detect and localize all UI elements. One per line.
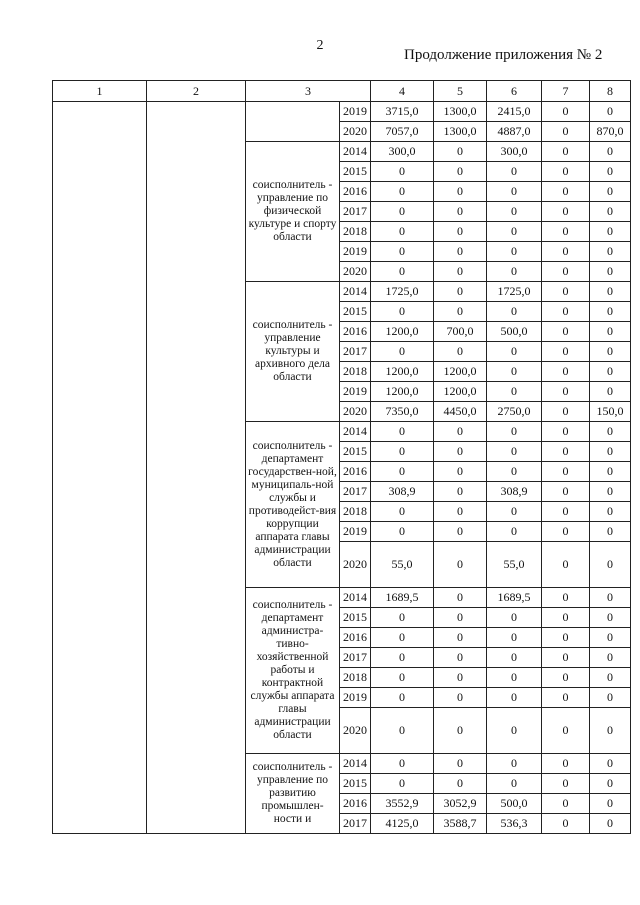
value-cell: 0 (371, 262, 434, 282)
value-cell: 0 (542, 162, 590, 182)
executor-cell: соисполнитель - департамент государствен-ной, муниципаль-ной службы и противодейст-вия коррупции аппарата главы администрации области (246, 422, 340, 588)
year-cell: 2018 (340, 362, 371, 382)
value-cell: 0 (434, 482, 487, 502)
value-cell: 0 (434, 242, 487, 262)
value-cell: 0 (487, 262, 542, 282)
value-cell: 0 (434, 668, 487, 688)
year-cell: 2020 (340, 542, 371, 588)
value-cell: 0 (590, 608, 631, 628)
value-cell: 1689,5 (371, 588, 434, 608)
value-cell: 0 (487, 668, 542, 688)
value-cell: 0 (371, 648, 434, 668)
value-cell: 0 (542, 262, 590, 282)
year-cell: 2014 (340, 754, 371, 774)
value-cell: 0 (542, 182, 590, 202)
year-cell: 2020 (340, 708, 371, 754)
column-number: 7 (542, 81, 590, 102)
value-cell: 0 (434, 442, 487, 462)
value-cell: 0 (434, 648, 487, 668)
value-cell: 1300,0 (434, 122, 487, 142)
value-cell: 0 (542, 422, 590, 442)
value-cell: 0 (487, 382, 542, 402)
value-cell: 0 (487, 522, 542, 542)
column-number: 4 (371, 81, 434, 102)
executor-cell: соисполнитель - управление по развитию промышлен-ности и (246, 754, 340, 834)
value-cell: 1300,0 (434, 102, 487, 122)
value-cell: 0 (590, 182, 631, 202)
value-cell: 300,0 (487, 142, 542, 162)
value-cell: 0 (590, 282, 631, 302)
column-number: 5 (434, 81, 487, 102)
value-cell: 0 (434, 608, 487, 628)
value-cell: 0 (590, 482, 631, 502)
value-cell: 55,0 (371, 542, 434, 588)
year-cell: 2015 (340, 302, 371, 322)
page-number: 2 (316, 38, 324, 53)
column-number: 2 (147, 81, 246, 102)
value-cell: 0 (434, 302, 487, 322)
value-cell: 0 (590, 754, 631, 774)
value-cell: 0 (590, 522, 631, 542)
value-cell: 0 (434, 142, 487, 162)
value-cell: 0 (487, 422, 542, 442)
year-cell: 2020 (340, 402, 371, 422)
value-cell: 0 (590, 442, 631, 462)
value-cell: 0 (371, 242, 434, 262)
value-cell: 0 (542, 648, 590, 668)
value-cell: 0 (542, 688, 590, 708)
value-cell: 0 (371, 774, 434, 794)
value-cell: 0 (487, 648, 542, 668)
value-cell: 0 (371, 302, 434, 322)
value-cell: 0 (487, 202, 542, 222)
value-cell: 0 (434, 262, 487, 282)
value-cell: 0 (542, 122, 590, 142)
value-cell: 0 (371, 708, 434, 754)
value-cell: 0 (434, 708, 487, 754)
value-cell: 0 (590, 262, 631, 282)
column-number-row (53, 81, 631, 102)
value-cell: 0 (542, 142, 590, 162)
year-cell: 2014 (340, 422, 371, 442)
value-cell: 1725,0 (487, 282, 542, 302)
value-cell: 0 (434, 182, 487, 202)
value-cell: 0 (542, 482, 590, 502)
value-cell: 0 (371, 688, 434, 708)
year-cell: 2017 (340, 648, 371, 668)
value-cell: 0 (371, 162, 434, 182)
column-1-cell (53, 102, 147, 834)
value-cell: 0 (434, 342, 487, 362)
column-number: 8 (590, 81, 631, 102)
value-cell: 0 (434, 222, 487, 242)
value-cell: 0 (542, 202, 590, 222)
value-cell: 0 (487, 608, 542, 628)
year-cell: 2019 (340, 522, 371, 542)
value-cell: 0 (371, 608, 434, 628)
value-cell: 0 (542, 588, 590, 608)
value-cell: 700,0 (434, 322, 487, 342)
value-cell: 0 (542, 628, 590, 648)
value-cell: 0 (487, 342, 542, 362)
year-cell: 2017 (340, 482, 371, 502)
value-cell: 0 (590, 668, 631, 688)
year-cell: 2020 (340, 262, 371, 282)
year-cell: 2014 (340, 588, 371, 608)
value-cell: 0 (590, 462, 631, 482)
value-cell: 0 (542, 342, 590, 362)
year-cell: 2016 (340, 182, 371, 202)
value-cell: 0 (542, 242, 590, 262)
value-cell: 0 (487, 774, 542, 794)
value-cell: 1200,0 (434, 362, 487, 382)
value-cell: 0 (590, 502, 631, 522)
year-cell: 2016 (340, 794, 371, 814)
value-cell: 0 (487, 502, 542, 522)
year-cell: 2017 (340, 202, 371, 222)
executor-cell: соисполнитель - департамент администра-тивно-хозяйственной работы и контрактной службы аппарата главы администрации области (246, 588, 340, 754)
year-cell: 2017 (340, 814, 371, 834)
value-cell: 0 (434, 162, 487, 182)
value-cell: 0 (542, 774, 590, 794)
value-cell: 0 (487, 362, 542, 382)
value-cell: 7057,0 (371, 122, 434, 142)
column-number: 6 (487, 81, 542, 102)
year-cell: 2016 (340, 462, 371, 482)
value-cell: 0 (542, 794, 590, 814)
value-cell: 0 (590, 202, 631, 222)
value-cell: 0 (371, 754, 434, 774)
value-cell: 2750,0 (487, 402, 542, 422)
year-cell: 2019 (340, 688, 371, 708)
value-cell: 0 (590, 102, 631, 122)
value-cell: 0 (590, 708, 631, 754)
table-row (53, 102, 631, 122)
value-cell: 0 (434, 282, 487, 302)
value-cell: 0 (542, 754, 590, 774)
value-cell: 0 (434, 588, 487, 608)
year-cell: 2014 (340, 142, 371, 162)
value-cell: 1200,0 (371, 362, 434, 382)
value-cell: 0 (542, 668, 590, 688)
value-cell: 308,9 (371, 482, 434, 502)
value-cell: 0 (542, 462, 590, 482)
value-cell: 300,0 (371, 142, 434, 162)
column-number: 1 (53, 81, 147, 102)
value-cell: 2415,0 (487, 102, 542, 122)
year-cell: 2015 (340, 774, 371, 794)
value-cell: 0 (590, 142, 631, 162)
value-cell: 0 (434, 628, 487, 648)
value-cell: 0 (542, 608, 590, 628)
value-cell: 0 (487, 302, 542, 322)
value-cell: 0 (590, 542, 631, 588)
value-cell: 0 (434, 542, 487, 588)
value-cell: 0 (542, 442, 590, 462)
column-number: 3 (246, 81, 371, 102)
value-cell: 0 (371, 442, 434, 462)
table-body (53, 102, 631, 834)
value-cell: 0 (434, 688, 487, 708)
value-cell: 0 (371, 628, 434, 648)
value-cell: 3588,7 (434, 814, 487, 834)
value-cell: 0 (590, 302, 631, 322)
value-cell: 0 (542, 102, 590, 122)
year-cell: 2015 (340, 608, 371, 628)
value-cell: 0 (590, 794, 631, 814)
value-cell: 3715,0 (371, 102, 434, 122)
value-cell: 4125,0 (371, 814, 434, 834)
value-cell: 1725,0 (371, 282, 434, 302)
value-cell: 0 (371, 668, 434, 688)
value-cell: 55,0 (487, 542, 542, 588)
value-cell: 0 (590, 648, 631, 668)
value-cell: 7350,0 (371, 402, 434, 422)
executor-cell (246, 102, 340, 142)
value-cell: 0 (542, 708, 590, 754)
value-cell: 0 (590, 774, 631, 794)
value-cell: 0 (371, 342, 434, 362)
value-cell: 0 (434, 202, 487, 222)
column-2-cell (147, 102, 246, 834)
value-cell: 0 (590, 342, 631, 362)
year-cell: 2018 (340, 502, 371, 522)
value-cell: 0 (371, 522, 434, 542)
value-cell: 0 (434, 774, 487, 794)
year-cell: 2018 (340, 222, 371, 242)
appendix-table (52, 80, 631, 834)
value-cell: 1689,5 (487, 588, 542, 608)
value-cell: 0 (371, 462, 434, 482)
value-cell: 0 (487, 708, 542, 754)
value-cell: 0 (487, 754, 542, 774)
value-cell: 3052,9 (434, 794, 487, 814)
value-cell: 536,3 (487, 814, 542, 834)
value-cell: 0 (434, 502, 487, 522)
year-cell: 2015 (340, 162, 371, 182)
value-cell: 0 (487, 688, 542, 708)
value-cell: 0 (371, 182, 434, 202)
value-cell: 0 (590, 222, 631, 242)
value-cell: 0 (590, 588, 631, 608)
value-cell: 0 (487, 222, 542, 242)
value-cell: 0 (487, 628, 542, 648)
value-cell: 500,0 (487, 322, 542, 342)
value-cell: 0 (542, 222, 590, 242)
value-cell: 0 (434, 522, 487, 542)
value-cell: 0 (487, 162, 542, 182)
value-cell: 0 (542, 814, 590, 834)
year-cell: 2014 (340, 282, 371, 302)
year-cell: 2015 (340, 442, 371, 462)
value-cell: 3552,9 (371, 794, 434, 814)
year-cell: 2020 (340, 122, 371, 142)
executor-cell: соисполнитель - управление культуры и архивного дела области (246, 282, 340, 422)
value-cell: 0 (590, 628, 631, 648)
appendix-continuation-title: Продолжение приложения № 2 (404, 47, 603, 63)
year-cell: 2019 (340, 242, 371, 262)
year-cell: 2017 (340, 342, 371, 362)
value-cell: 0 (371, 502, 434, 522)
value-cell: 0 (542, 322, 590, 342)
value-cell: 0 (542, 282, 590, 302)
value-cell: 0 (590, 814, 631, 834)
value-cell: 0 (542, 362, 590, 382)
value-cell: 0 (542, 382, 590, 402)
value-cell: 0 (434, 422, 487, 442)
value-cell: 0 (434, 754, 487, 774)
year-cell: 2018 (340, 668, 371, 688)
value-cell: 0 (371, 222, 434, 242)
executor-cell: соисполнитель - управление по физической культуре и спорту области (246, 142, 340, 282)
value-cell: 0 (590, 688, 631, 708)
value-cell: 150,0 (590, 402, 631, 422)
value-cell: 0 (590, 382, 631, 402)
value-cell: 4450,0 (434, 402, 487, 422)
value-cell: 0 (434, 462, 487, 482)
value-cell: 0 (487, 242, 542, 262)
value-cell: 0 (590, 162, 631, 182)
value-cell: 0 (542, 502, 590, 522)
value-cell: 0 (590, 242, 631, 262)
value-cell: 0 (542, 542, 590, 588)
value-cell: 0 (487, 442, 542, 462)
value-cell: 4887,0 (487, 122, 542, 142)
value-cell: 0 (590, 422, 631, 442)
year-cell: 2016 (340, 628, 371, 648)
value-cell: 0 (590, 362, 631, 382)
value-cell: 1200,0 (434, 382, 487, 402)
value-cell: 0 (542, 302, 590, 322)
value-cell: 870,0 (590, 122, 631, 142)
value-cell: 500,0 (487, 794, 542, 814)
value-cell: 0 (542, 522, 590, 542)
value-cell: 1200,0 (371, 382, 434, 402)
value-cell: 0 (371, 202, 434, 222)
value-cell: 0 (487, 462, 542, 482)
value-cell: 1200,0 (371, 322, 434, 342)
value-cell: 0 (487, 182, 542, 202)
value-cell: 0 (590, 322, 631, 342)
year-cell: 2019 (340, 102, 371, 122)
year-cell: 2016 (340, 322, 371, 342)
value-cell: 0 (371, 422, 434, 442)
year-cell: 2019 (340, 382, 371, 402)
value-cell: 308,9 (487, 482, 542, 502)
value-cell: 0 (542, 402, 590, 422)
